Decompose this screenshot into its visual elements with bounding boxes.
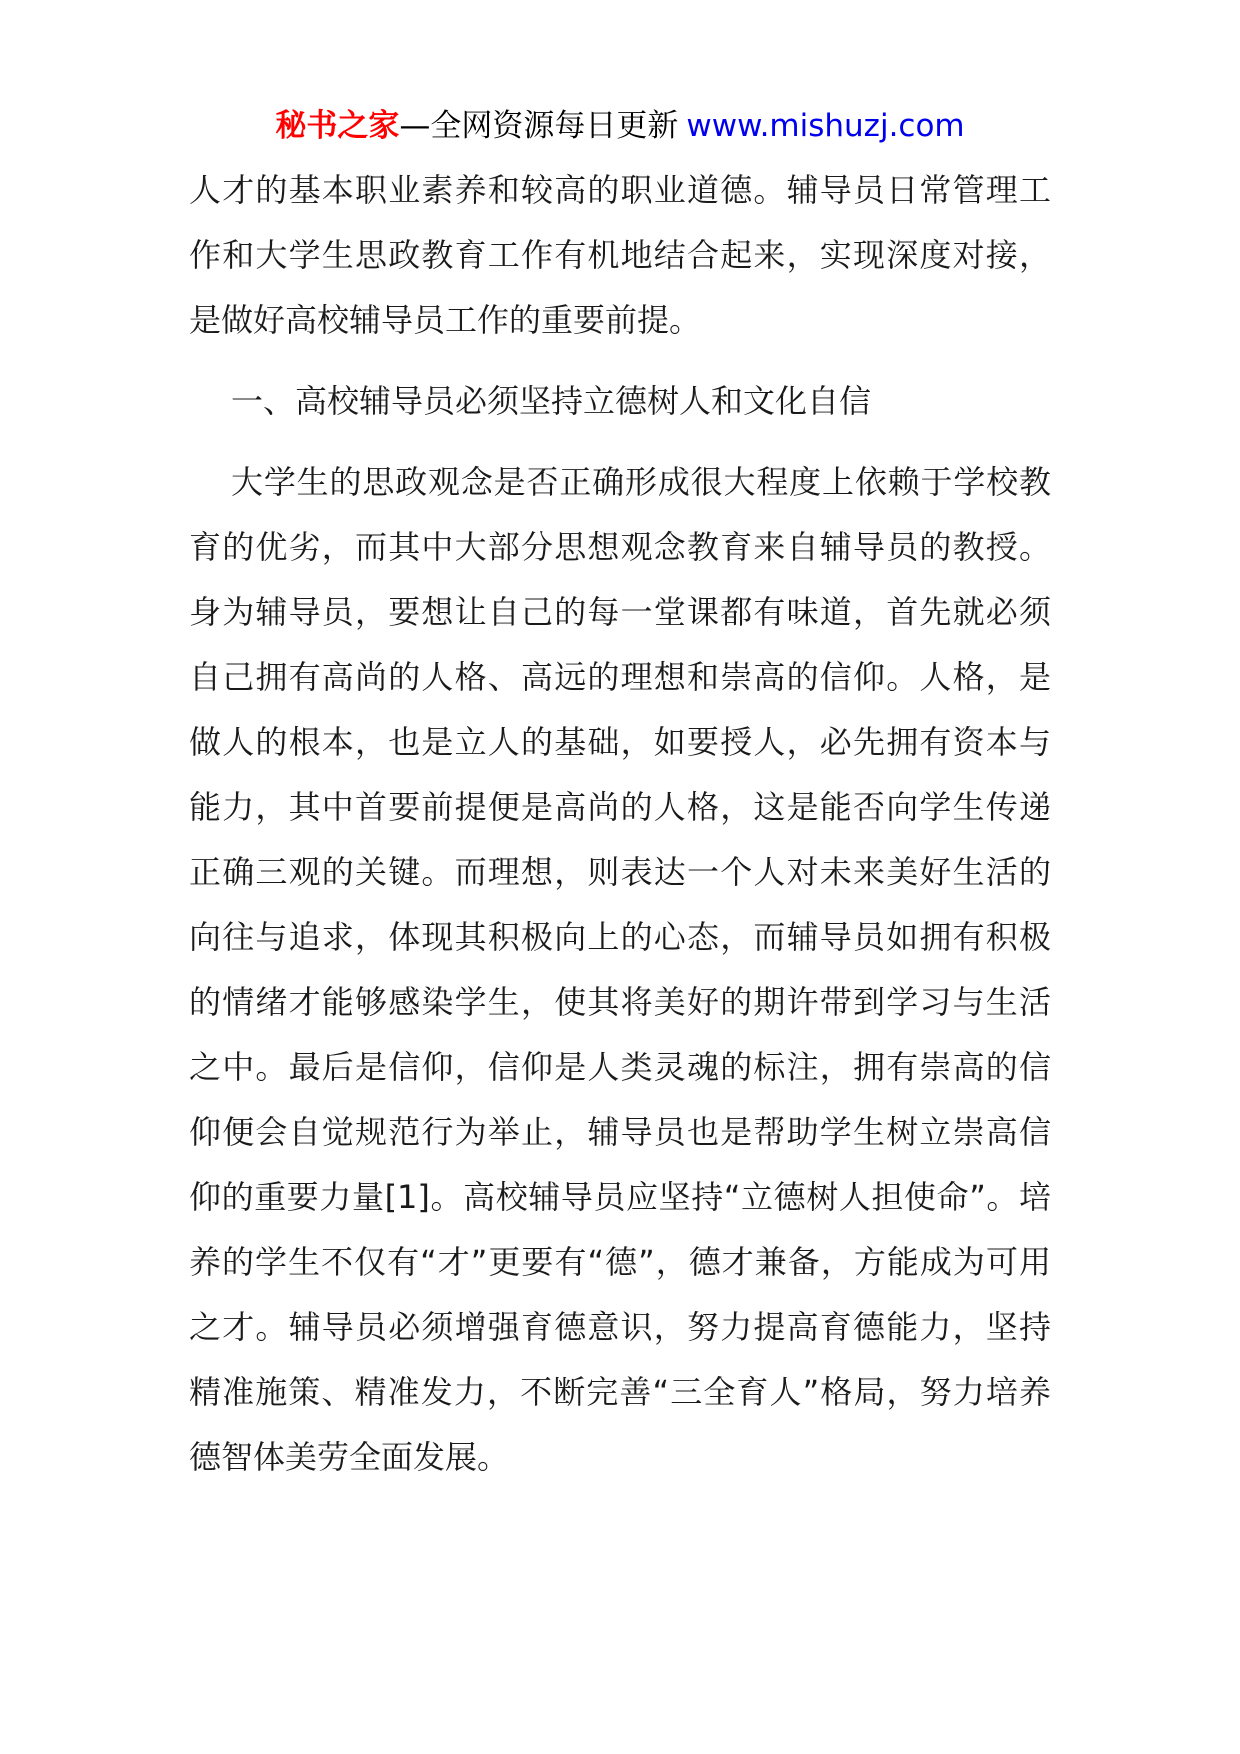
page-header <box>0 106 1240 146</box>
section-heading: 一、高校辅导员必须坚持立德树人和文化自信 <box>231 382 872 420</box>
brand-name: 秘书之家 <box>275 108 400 144</box>
site-url-link[interactable]: www.mishuzj.com <box>686 108 965 144</box>
header-slogan: —全网资源每日更新 <box>399 108 679 144</box>
body-paragraph-2: 大学生的思政观念是否正确形成很大程度上依赖于学校教育的优劣，而其中大部分思想观念教育来自辅导员的教授。身为辅导员，要想让自己的每一堂课都有味道，首先就必须自己拥有高尚的人格、高远的理想和崇高的信仰。人格，是做人的根本，也是立人的基础，如要授人，必先拥有资本与能力，其中首要前提便是高尚的人格，这是能否向学生传递正确三观的关键。而理想，则表达一个人对未来美好生活的向往与追求，体现其积极向上的心态，而辅导员如拥有积极的情绪才能够感染学生，使其将美好的期许带到学习与生活之中。最后是信仰，信仰是人类灵魂的标注，拥有崇高的信仰便会自觉规范行为举止，辅导员也是帮助学生树立崇高信仰的重要力量[1]。高校辅导员应坚持“立德树人担使命”。培养的学生不仅有“才”更要有“德”，德才兼备，方能成为可用之才。辅导员必须增强育德意识，努力提高育德能力，坚持精准施策、精准发力，不断完善“三全育人”格局，努力培养德智体美劳全面发展。 <box>189 463 1051 1476</box>
document-body <box>189 158 1051 1490</box>
body-paragraph-1: 人才的基本职业素养和较高的职业道德。辅导员日常管理工作和大学生思政教育工作有机地结合起来，实现深度对接，是做好高校辅导员工作的重要前提。 <box>189 171 1051 339</box>
